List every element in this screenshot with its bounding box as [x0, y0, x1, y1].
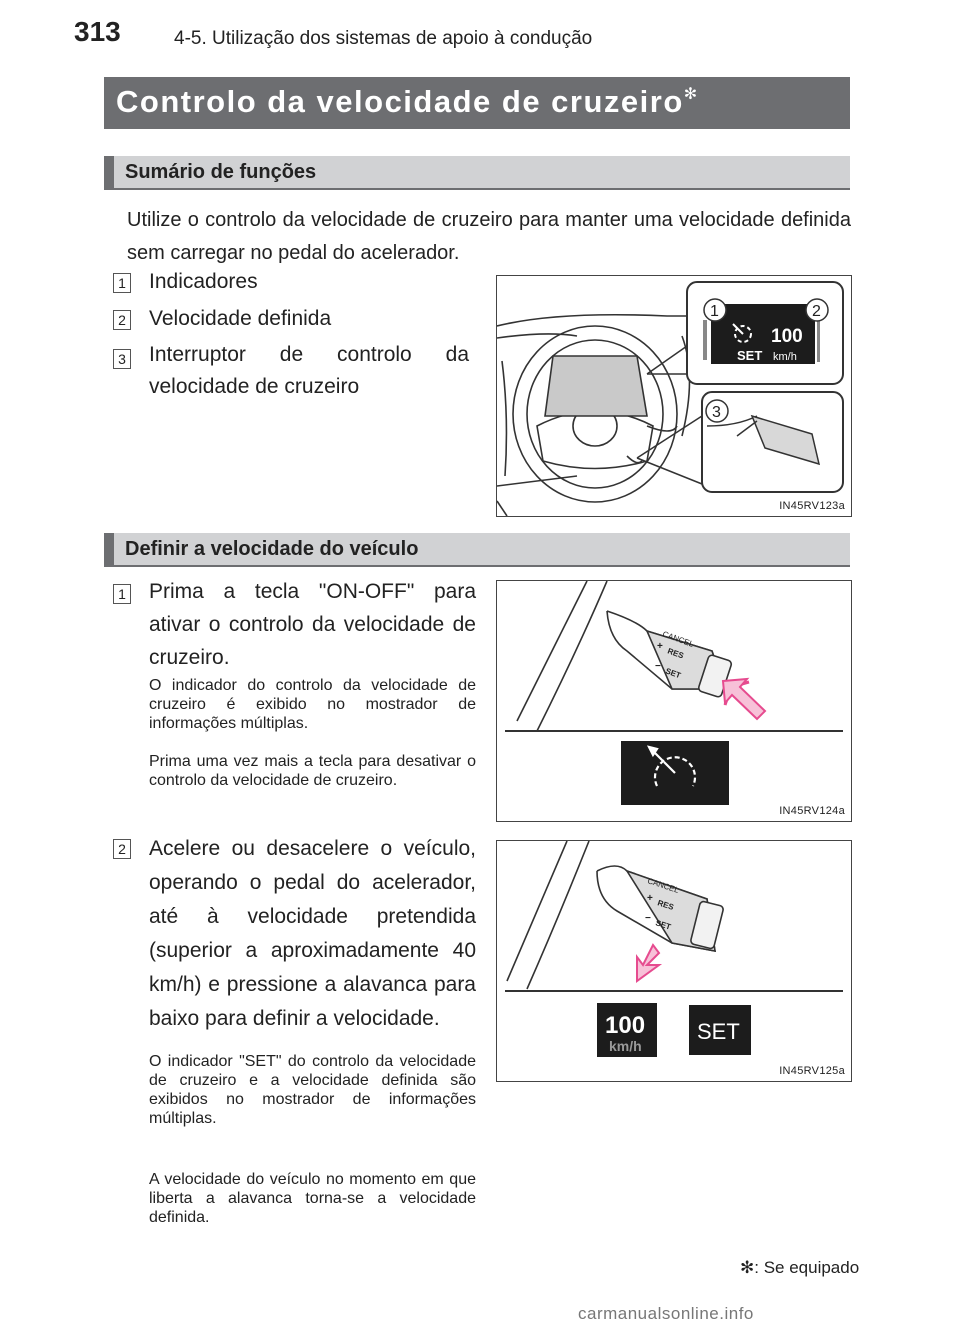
section-title: 4-5. Utilização dos sistemas de apoio à condução	[174, 28, 593, 49]
set-speed-illustration	[497, 841, 851, 1081]
summary-heading: Sumário de funções	[125, 161, 317, 183]
display-unit-kmh: km/h	[609, 1038, 642, 1054]
lever-minus: −	[655, 661, 661, 672]
step-number-2: 2	[113, 839, 131, 859]
footnote-equipped: ✻: Se equipado	[740, 1258, 860, 1277]
display-speed-100: 100	[605, 1012, 646, 1039]
summary-intro: Utilize o controlo da velocidade de cruzeiro para manter uma velocidade definida sem carregar no pedal do acelerador.	[127, 209, 851, 264]
equipped-mark: ✻	[683, 86, 699, 103]
list-item-indicators: Indicadores	[149, 270, 258, 293]
figure-set-speed	[496, 840, 852, 1082]
lever-plus-2: +	[647, 893, 653, 904]
main-title: Controlo da velocidade de cruzeiro	[116, 84, 684, 119]
lever-cancel-label: CANCEL	[661, 629, 695, 649]
on-off-illustration	[497, 581, 851, 821]
list-item-set-speed: Velocidade definida	[149, 307, 332, 330]
display-speed-value: 100	[771, 326, 803, 347]
lever-minus-2: −	[645, 913, 651, 924]
push-down-arrow-icon	[637, 945, 659, 981]
lever-cancel-label-2: CANCEL	[646, 876, 681, 895]
callout-1: 1	[710, 303, 719, 320]
lever-res-label-2: RES	[656, 898, 675, 912]
list-number-3: 3	[113, 349, 131, 369]
display-unit: km/h	[773, 351, 797, 363]
page-number: 313	[74, 16, 121, 47]
step-2-note-1: O indicador "SET" do controlo da velocidade de cruzeiro e a velocidade definida são exibidos no mostrador de informações múltiplas.	[149, 1053, 476, 1127]
step-1-text: Prima a tecla "ON-OFF" para ativar o controlo da velocidade de cruzeiro.	[149, 580, 476, 669]
watermark: carmanualsonline.info	[578, 1304, 754, 1323]
display-set-indicator: SET	[697, 1019, 740, 1044]
set-speed-heading: Definir a velocidade do veículo	[125, 538, 419, 560]
lever-set-label: SET	[664, 666, 683, 681]
main-title-banner	[104, 77, 850, 129]
lever-set-label-2: SET	[654, 918, 672, 932]
lever-plus: +	[657, 641, 663, 652]
step-1-note-2: Prima uma vez mais a tecla para desativar o controlo da velocidade de cruzeiro.	[149, 753, 476, 789]
figure-code-3: IN45RV125a	[779, 1065, 845, 1077]
lever-res-label: RES	[666, 646, 685, 661]
dashboard-illustration	[497, 276, 851, 516]
figure-code-2: IN45RV124a	[779, 805, 845, 817]
list-number-1: 1	[113, 273, 131, 293]
callout-3: 3	[712, 404, 721, 421]
press-arrow-icon	[723, 679, 765, 719]
summary-heading-banner	[104, 156, 850, 190]
figure-on-off	[496, 580, 852, 822]
display-set-label: SET	[737, 348, 763, 363]
step-1-note-1: O indicador do controlo da velocidade de cruzeiro é exibido no mostrador de informações múltiplas.	[149, 677, 476, 732]
step-2-note-2: A velocidade do veículo no momento em que liberta a alavanca torna-se a velocidade definida.	[149, 1171, 476, 1226]
list-item-switch: Interruptor de controlo da velocidade de cruzeiro	[149, 343, 469, 398]
figure-dashboard	[496, 275, 852, 517]
step-2-text: Acelere ou desacelere o veículo, operando o pedal do acelerador, até à velocidade pretendida (superior a aproximadamente 40 km/h) e pressione a alavanca para baixo para definir a velocidade.	[149, 837, 476, 1030]
callout-2: 2	[812, 303, 821, 320]
set-speed-heading-banner	[104, 533, 850, 567]
step-number-1: 1	[113, 584, 131, 604]
figure-code-1: IN45RV123a	[779, 500, 845, 512]
list-number-2: 2	[113, 310, 131, 330]
